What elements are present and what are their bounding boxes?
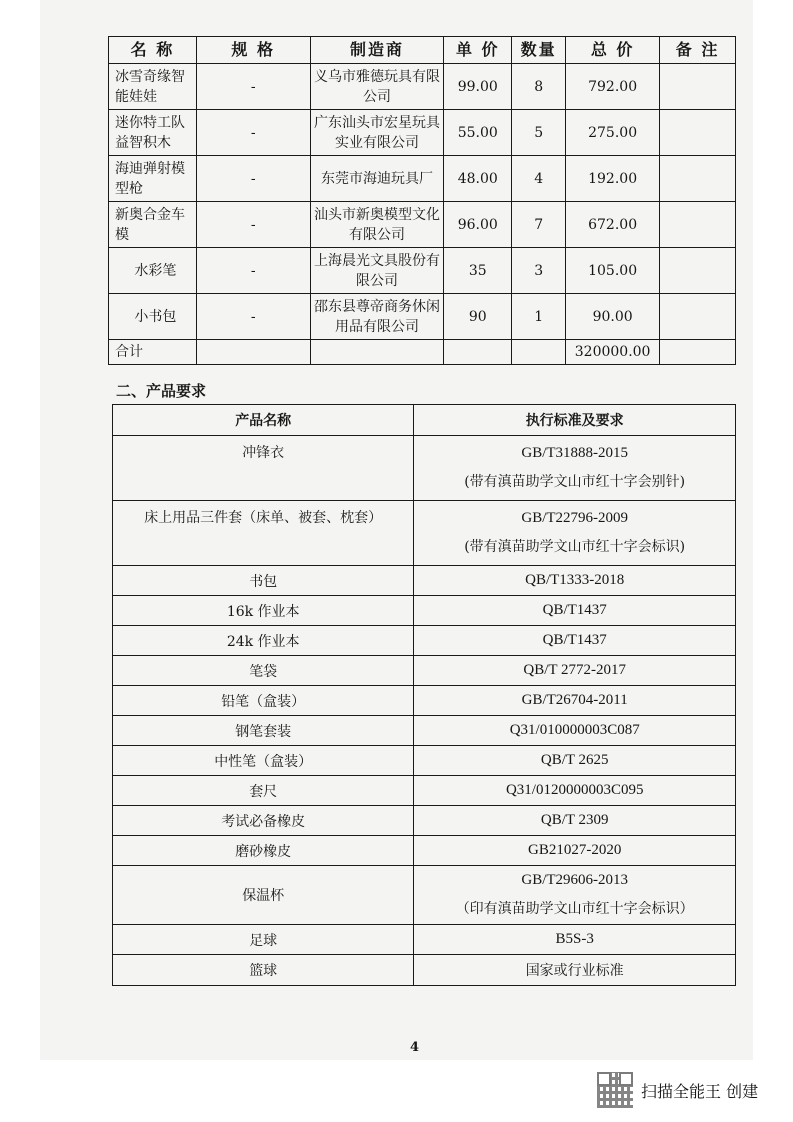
table-row [109,294,736,340]
table-row [113,656,736,686]
header-note: 备 注 [660,37,736,64]
cell-total: 90.00 [566,294,660,340]
table-row [113,566,736,596]
cell-product-name: 考试必备橡皮 [113,806,414,836]
cell-name: 水彩笔 [109,248,197,294]
cell-note [660,110,736,156]
standard-code: GB/T29606-2013 [521,872,629,888]
standard-requirement: (带有滇苗助学文山市红十字会别针) [464,474,686,490]
table-row [113,501,736,566]
total-value: 320000.00 [566,340,660,365]
cell-product-name: 铅笔（盒装） [113,686,414,716]
cell-price: 99.00 [444,64,512,110]
total-row [109,340,736,365]
cell-qty: 3 [512,248,566,294]
price-table [108,36,736,365]
cell-product-name: 保温杯 [113,866,414,925]
cell-spec: - [196,156,310,202]
cell-spec: - [196,248,310,294]
cell-product-name: 中性笔（盒装） [113,746,414,776]
cell-product-name: 床上用品三件套（床单、被套、枕套） [113,501,414,566]
cell-maker: 汕头市新奥模型文化有限公司 [310,202,444,248]
cell-product-name: 24k 作业本 [113,626,414,656]
cell-standard: B5S-3 [414,925,736,955]
total-empty-cell [444,340,512,365]
total-empty-cell [512,340,566,365]
header-price: 单 价 [444,37,512,64]
standard-requirement: (带有滇苗助学文山市红十字会标识) [464,539,686,555]
cell-product-name: 冲锋衣 [113,436,414,501]
cell-maker: 邵东县尊帝商务休闲用品有限公司 [310,294,444,340]
table-row [113,746,736,776]
cell-product-name: 书包 [113,566,414,596]
cell-standard: QB/T1333-2018 [414,566,736,596]
cell-name: 海迪弹射模型枪 [109,156,197,202]
cell-maker: 东莞市海迪玩具厂 [310,156,444,202]
cell-maker: 上海晨光文具股份有限公司 [310,248,444,294]
section-heading: 二、产品要求 [116,382,207,400]
cell-product-name: 钢笔套装 [113,716,414,746]
cell-maker: 广东汕头市宏星玩具实业有限公司 [310,110,444,156]
cell-qty: 8 [512,64,566,110]
qr-code-icon [597,1072,633,1108]
cell-product-name: 16k 作业本 [113,596,414,626]
cell-name: 新奥合金车模 [109,202,197,248]
cell-product-name: 磨砂橡皮 [113,836,414,866]
table-row [109,110,736,156]
cell-standard: GB21027-2020 [414,836,736,866]
cell-product-name: 笔袋 [113,656,414,686]
table-row [113,806,736,836]
cell-name: 迷你特工队益智积木 [109,110,197,156]
cell-price: 90 [444,294,512,340]
cell-standard: Q31/0120000003C095 [414,776,736,806]
cell-price: 35 [444,248,512,294]
header-qty: 数量 [512,37,566,64]
cell-qty: 7 [512,202,566,248]
cell-standard [414,501,736,566]
table-row [109,248,736,294]
cell-spec: - [196,64,310,110]
cell-name: 小书包 [109,294,197,340]
table-row [113,436,736,501]
header-standard: 执行标准及要求 [414,405,736,436]
cell-note [660,64,736,110]
cell-total: 792.00 [566,64,660,110]
table-row [113,596,736,626]
cell-qty: 5 [512,110,566,156]
scanner-watermark [597,1072,758,1108]
table-row [113,836,736,866]
cell-note [660,202,736,248]
table-row [113,626,736,656]
header-product-name: 产品名称 [113,405,414,436]
table-row [113,955,736,986]
total-empty-cell [196,340,310,365]
cell-standard: QB/T 2309 [414,806,736,836]
cell-standard [414,866,736,925]
standard-code: GB/T22796-2009 [521,510,629,526]
cell-name: 冰雪奇缘智能娃娃 [109,64,197,110]
cell-total: 105.00 [566,248,660,294]
cell-standard: QB/T1437 [414,626,736,656]
table-row [113,866,736,925]
cell-standard: QB/T 2625 [414,746,736,776]
cell-price: 48.00 [444,156,512,202]
header-maker: 制造商 [310,37,444,64]
cell-product-name: 足球 [113,925,414,955]
table-row [113,925,736,955]
page-number: 4 [410,1040,420,1055]
cell-price: 55.00 [444,110,512,156]
table-row [113,686,736,716]
cell-standard: QB/T 2772-2017 [414,656,736,686]
cell-note [660,248,736,294]
cell-standard: QB/T1437 [414,596,736,626]
cell-standard: Q31/010000003C087 [414,716,736,746]
cell-standard: 国家或行业标准 [414,955,736,986]
cell-price: 96.00 [444,202,512,248]
watermark-text: 扫描全能王 创建 [641,1081,759,1101]
cell-product-name: 套尺 [113,776,414,806]
total-label: 合计 [109,340,197,365]
cell-total: 192.00 [566,156,660,202]
cell-standard: GB/T26704-2011 [414,686,736,716]
standard-code: GB/T31888-2015 [521,445,629,461]
cell-qty: 4 [512,156,566,202]
cell-total: 672.00 [566,202,660,248]
price-table-header [109,37,736,64]
requirements-table [112,404,736,986]
cell-standard [414,436,736,501]
cell-product-name: 篮球 [113,955,414,986]
cell-spec: - [196,110,310,156]
requirements-table-header [113,405,736,436]
cell-qty: 1 [512,294,566,340]
table-row [109,64,736,110]
table-row [109,156,736,202]
table-row [113,776,736,806]
cell-spec: - [196,202,310,248]
cell-maker: 义乌市雅德玩具有限公司 [310,64,444,110]
header-total: 总 价 [566,37,660,64]
total-empty-cell [310,340,444,365]
cell-total: 275.00 [566,110,660,156]
table-row [113,716,736,746]
header-spec: 规 格 [196,37,310,64]
cell-note [660,156,736,202]
table-row [109,202,736,248]
total-empty-cell [660,340,736,365]
cell-spec: - [196,294,310,340]
standard-requirement: （印有滇苗助学文山市红十字会标识） [455,901,694,917]
header-name: 名 称 [109,37,197,64]
cell-note [660,294,736,340]
